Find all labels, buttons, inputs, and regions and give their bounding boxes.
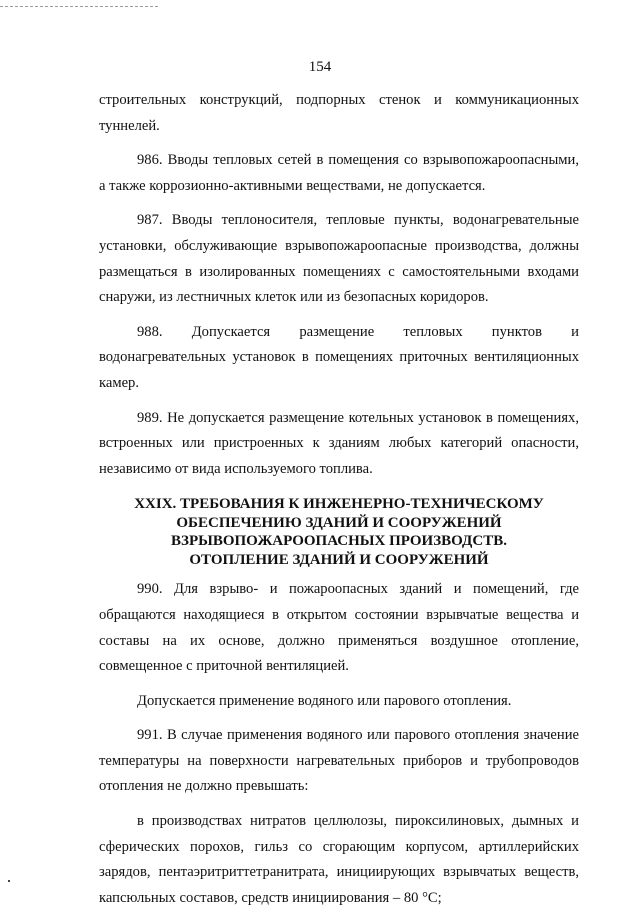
- paragraph-990-water-heating: Допускается применение водяного или парового отопления.: [137, 692, 512, 709]
- paragraph-987: 987. Вводы теплоносителя, тепловые пункты, водонагревательные установки, обслуживающие взрывопожароопасные производства, должны размещаться в изолированных помещениях с самостоятельными входами снаружи, из лестничных клеток или из безопасных коридоров.: [99, 212, 579, 306]
- top-border-line: [0, 6, 158, 7]
- section-heading-line-2: ОБЕСПЕЧЕНИЮ ЗДАНИЙ И СООРУЖЕНИЙ: [176, 514, 502, 531]
- paragraph-988: 988. Допускается размещение тепловых пунктов и водонагревательных установок в помещениях приточных вентиляционных камер.: [99, 323, 579, 391]
- paragraph-991-item: в производствах нитратов целлюлозы, пироксилиновых, дымных и сферических порохов, гильз со сгорающим корпусом, артиллерийских зарядов, пентаэритриттетранитрата, инициирующих взрывчатых веществ, капсюльных составов, средств инициирования – 80 °С;: [99, 813, 579, 906]
- paragraph-991: 991. В случае применения водяного или парового отопления значение температуры на поверхности нагревательных приборов и трубопроводов отопления не должно превышать:: [99, 727, 579, 795]
- paragraph-989: 989. Не допускается размещение котельных установок в помещениях, встроенных или пристроенных к зданиям любых категорий опасности, независимо от вида используемого топлива.: [99, 409, 579, 477]
- paragraph-986: 986. Вводы тепловых сетей в помещения со взрывопожароопасными, а также коррозионно-активными веществами, не допускается.: [99, 152, 579, 194]
- section-heading-line-3: ВЗРЫВОПОЖАРООПАСНЫХ ПРОИЗВОДСТВ.: [171, 533, 507, 550]
- page-number: 154: [308, 59, 332, 75]
- scan-mark: [8, 880, 10, 882]
- paragraph-continuation: строительных конструкций, подпорных стенок и коммуникационных туннелей.: [99, 92, 579, 134]
- paragraph-990: 990. Для взрыво- и пожароопасных зданий и помещений, где обращаются находящиеся в открытом состоянии взрывчатые вещества и составы на их основе, должно применяться воздушное отопление, совмещенное с приточной вентиляцией.: [99, 581, 579, 675]
- section-heading-line-4: ОТОПЛЕНИЕ ЗДАНИЙ И СООРУЖЕНИЙ: [189, 551, 489, 568]
- document-body: [99, 88, 579, 920]
- section-heading: [99, 495, 579, 569]
- section-heading-line-1: XXIX. ТРЕБОВАНИЯ К ИНЖЕНЕРНО-ТЕХНИЧЕСКОМУ: [134, 496, 544, 513]
